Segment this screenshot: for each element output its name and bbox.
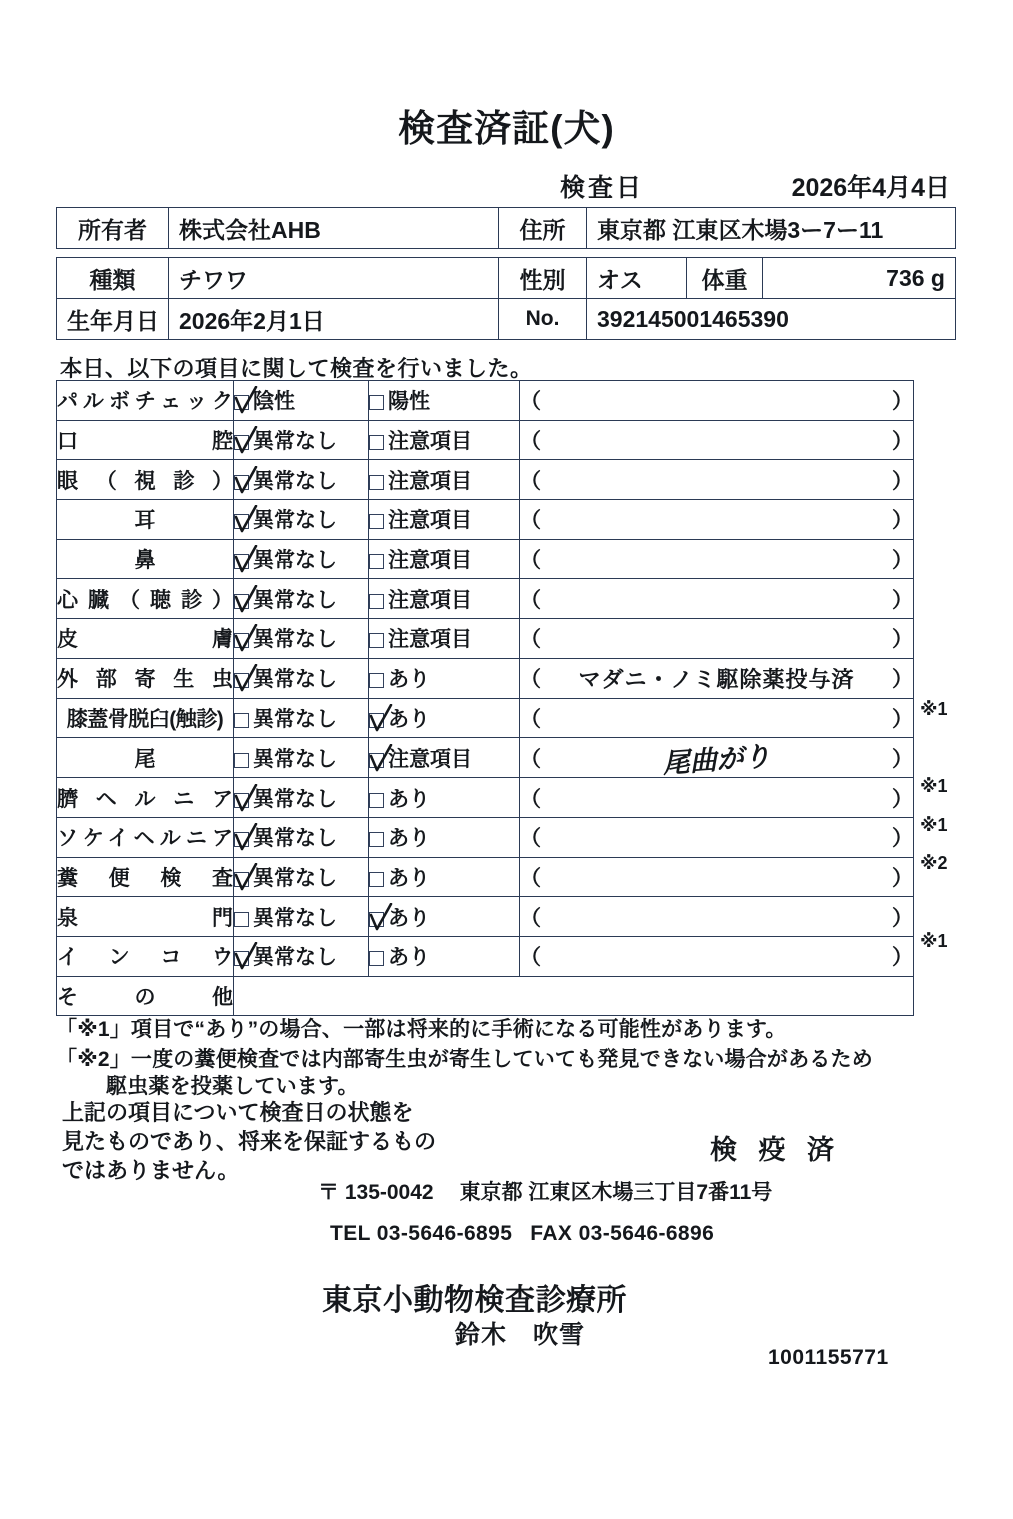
table-row	[57, 460, 914, 500]
paren-close: ）	[892, 866, 913, 890]
exam-option-2[interactable]	[369, 619, 520, 659]
exam-item-label: 心臓（聴診）	[57, 579, 234, 619]
exam-option-label: あり	[388, 946, 430, 970]
paren-open: （	[520, 866, 541, 890]
paren-open: （	[520, 430, 541, 454]
exam-option-label: 注意項目	[388, 469, 472, 493]
exam-item-label: パルボチェック	[57, 381, 234, 421]
exam-option-2[interactable]	[369, 539, 520, 579]
exam-option-2[interactable]	[369, 738, 520, 778]
exam-option-2[interactable]	[369, 658, 520, 698]
quarantine-stamp: 検 疫 済	[710, 1135, 842, 1165]
checkbox-icon[interactable]	[369, 713, 384, 728]
birth-label: 生年月日	[57, 299, 169, 340]
paren-open: （	[520, 469, 541, 493]
exam-remark-cell[interactable]	[520, 936, 914, 976]
paren-open: （	[520, 946, 541, 970]
paren-close: ）	[892, 430, 913, 454]
exam-remark-cell[interactable]	[520, 619, 914, 659]
checkbox-icon[interactable]	[234, 713, 249, 728]
breed-label: 種類	[57, 258, 169, 299]
checkbox-icon[interactable]	[369, 673, 384, 688]
table-row	[57, 936, 914, 976]
weight-value: 736 g	[763, 258, 956, 299]
checkbox-icon[interactable]	[234, 793, 249, 808]
clinic-fax: FAX 03-5646-6896	[530, 1222, 715, 1245]
exam-option-2[interactable]	[369, 817, 520, 857]
paren-close: ）	[892, 390, 913, 414]
table-row	[57, 778, 914, 818]
exam-option-1[interactable]	[234, 420, 369, 460]
checkbox-icon[interactable]	[234, 514, 249, 529]
exam-option-2[interactable]	[369, 500, 520, 540]
exam-items-table	[56, 380, 914, 1016]
exam-option-label: あり	[388, 707, 430, 731]
checkbox-icon[interactable]	[369, 832, 384, 847]
paren-open: （	[520, 628, 541, 652]
microchip-no-value: 392145001465390	[587, 299, 956, 340]
exam-option-2[interactable]	[369, 698, 520, 738]
animal-table	[56, 257, 956, 340]
exam-option-1[interactable]	[234, 936, 369, 976]
checkbox-icon[interactable]	[369, 793, 384, 808]
birth-value: 2026年2月1日	[169, 299, 499, 340]
exam-item-label: 糞便検査	[57, 857, 234, 897]
checkbox-icon[interactable]	[234, 594, 249, 609]
breed-value: チワワ	[169, 258, 499, 299]
table-row	[57, 208, 956, 249]
exam-option-label: 異常なし	[253, 628, 337, 652]
paren-close: ）	[892, 946, 913, 970]
exam-note-marker: ※1	[920, 776, 948, 796]
footnote-2: 「※2」一度の糞便検査では内部寄生虫が寄生していても発見できない場合があるため	[56, 1048, 873, 1071]
clinic-zip: 〒 135-0042	[318, 1181, 434, 1204]
exam-remark-cell[interactable]	[520, 778, 914, 818]
checkbox-icon[interactable]	[234, 395, 249, 410]
exam-option-label: あり	[388, 906, 430, 930]
checkbox-icon[interactable]	[234, 753, 249, 768]
table-row	[57, 258, 956, 299]
exam-remark-text: 尾曲がり	[661, 741, 772, 780]
table-row	[57, 539, 914, 579]
checkbox-icon[interactable]	[234, 912, 249, 927]
table-row	[57, 738, 914, 778]
exam-option-1[interactable]	[234, 658, 369, 698]
paren-close: ）	[892, 827, 913, 851]
checkbox-icon[interactable]	[369, 435, 384, 450]
exam-option-label: 異常なし	[253, 946, 337, 970]
exam-remark-cell[interactable]	[520, 738, 914, 778]
exam-item-empty-cell	[234, 976, 914, 1016]
exam-item-label: ソケイヘルニア	[57, 817, 234, 857]
exam-option-label: 注意項目	[388, 747, 472, 771]
checkbox-icon[interactable]	[234, 435, 249, 450]
exam-option-label: あり	[388, 787, 430, 811]
paren-open: （	[520, 787, 541, 811]
lead-sentence: 本日、以下の項目に関して検査を行いました。	[60, 356, 533, 381]
footnote-1: 「※1」項目で“あり”の場合、一部は将来的に手術になる可能性があります。	[56, 1018, 787, 1041]
table-row	[57, 857, 914, 897]
paren-close: ）	[892, 906, 913, 930]
exam-option-label: 異常なし	[253, 906, 337, 930]
exam-item-label: 臍ヘルニア	[57, 778, 234, 818]
exam-item-label: 膝蓋骨脱臼(触診)	[57, 698, 234, 738]
exam-option-1[interactable]	[234, 539, 369, 579]
exam-option-2[interactable]	[369, 381, 520, 421]
address-value: 東京都 江東区木場3ー7ー11	[587, 208, 956, 249]
exam-option-label: 異常なし	[253, 469, 337, 493]
paren-open: （	[520, 668, 541, 692]
exam-option-label: 注意項目	[388, 430, 472, 454]
exam-item-label: 皮 膚	[57, 619, 234, 659]
exam-remark-cell[interactable]	[520, 460, 914, 500]
exam-option-label: あり	[388, 866, 430, 890]
microchip-no-label: No.	[499, 299, 587, 340]
exam-item-label: 耳	[57, 500, 234, 540]
paren-close: ）	[892, 707, 913, 731]
exam-option-label: 異常なし	[253, 747, 337, 771]
owner-value: 株式会社AHB	[169, 208, 499, 249]
exam-option-1[interactable]	[234, 817, 369, 857]
checkbox-icon[interactable]	[369, 912, 384, 927]
paren-open: （	[520, 509, 541, 533]
exam-item-label: 尾	[57, 738, 234, 778]
exam-option-label: 異常なし	[253, 707, 337, 731]
paren-open: （	[520, 588, 541, 612]
exam-option-label: 陰性	[253, 390, 295, 414]
table-row	[57, 420, 914, 460]
exam-option-label: 異常なし	[253, 430, 337, 454]
exam-item-label: 鼻	[57, 539, 234, 579]
clinic-tel: TEL 03-5646-6895	[330, 1222, 513, 1245]
exam-item-label: そ の 他	[57, 976, 234, 1016]
exam-date-row	[560, 170, 950, 202]
exam-item-label: 口 腔	[57, 420, 234, 460]
exam-option-1[interactable]	[234, 897, 369, 937]
exam-option-1[interactable]	[234, 381, 369, 421]
exam-option-2[interactable]	[369, 936, 520, 976]
exam-option-label: あり	[388, 827, 430, 851]
exam-option-1[interactable]	[234, 460, 369, 500]
paren-close: ）	[892, 787, 913, 811]
exam-note-marker: ※2	[920, 853, 948, 874]
table-row	[57, 698, 914, 738]
exam-option-label: あり	[388, 668, 430, 692]
exam-option-2[interactable]	[369, 460, 520, 500]
paren-close: ）	[892, 588, 913, 612]
exam-option-2[interactable]	[369, 579, 520, 619]
exam-option-label: 注意項目	[388, 628, 472, 652]
sex-value: オス	[587, 258, 687, 299]
disclaimer-line: ではありません。	[62, 1158, 240, 1184]
table-row	[57, 500, 914, 540]
table-row	[57, 299, 956, 340]
exam-option-label: 異常なし	[253, 549, 337, 573]
checkbox-icon[interactable]	[234, 673, 249, 688]
checkbox-icon[interactable]	[234, 475, 249, 490]
exam-option-label: 注意項目	[388, 509, 472, 533]
exam-option-label: 異常なし	[253, 668, 337, 692]
checkbox-icon[interactable]	[234, 633, 249, 648]
disclaimer-line: 上記の項目について検査日の状態を	[62, 1100, 414, 1125]
exam-remark-cell[interactable]	[520, 579, 914, 619]
exam-note-marker: ※1	[920, 814, 948, 835]
exam-item-label: 泉 門	[57, 897, 234, 937]
exam-option-1[interactable]	[234, 698, 369, 738]
table-row	[57, 817, 914, 857]
table-row	[57, 381, 914, 421]
paren-close: ）	[892, 469, 913, 493]
exam-note-marker: ※1	[920, 698, 948, 719]
disclaimer-text	[62, 1098, 436, 1185]
exam-remark-cell[interactable]	[520, 897, 914, 937]
exam-remark-cell[interactable]	[520, 420, 914, 460]
checkbox-icon[interactable]	[369, 554, 384, 569]
exam-item-label: 眼（視診）	[57, 460, 234, 500]
owner-table	[56, 207, 956, 249]
exam-option-label: 注意項目	[388, 549, 472, 573]
table-row	[57, 976, 914, 1016]
checkbox-icon[interactable]	[234, 872, 249, 887]
exam-option-1[interactable]	[234, 500, 369, 540]
checkbox-icon[interactable]	[234, 951, 249, 966]
clinic-address-line	[318, 1176, 772, 1206]
sex-label: 性別	[499, 258, 587, 299]
owner-label: 所有者	[57, 208, 169, 249]
checkbox-icon[interactable]	[234, 554, 249, 569]
exam-remark-cell[interactable]	[520, 658, 914, 698]
exam-note-marker: ※1	[920, 930, 948, 951]
exam-option-2[interactable]	[369, 420, 520, 460]
exam-option-2[interactable]	[369, 778, 520, 818]
paren-open: （	[520, 747, 541, 771]
paren-close: ）	[892, 747, 913, 771]
paren-close: ）	[892, 668, 913, 692]
checkbox-icon[interactable]	[369, 872, 384, 887]
checkbox-icon[interactable]	[369, 633, 384, 648]
exam-remark-cell[interactable]	[520, 539, 914, 579]
exam-remark-cell[interactable]	[520, 381, 914, 421]
disclaimer-line: 見たものであり、将来を保証するもの	[62, 1129, 437, 1155]
exam-date-label: 検査日	[560, 174, 645, 202]
paren-open: （	[520, 707, 541, 731]
exam-remark-cell[interactable]	[520, 857, 914, 897]
paren-open: （	[520, 827, 541, 851]
exam-remark-cell[interactable]	[520, 500, 914, 540]
checkbox-icon[interactable]	[369, 594, 384, 609]
clinic-address: 東京都 江東区木場三丁目7番11号	[459, 1181, 773, 1204]
table-row	[57, 658, 914, 698]
weight-label: 体重	[687, 258, 763, 299]
exam-option-label: 陽性	[388, 390, 430, 414]
document-number: 1001155771	[768, 1346, 889, 1369]
checkbox-icon[interactable]	[234, 832, 249, 847]
exam-option-1[interactable]	[234, 738, 369, 778]
exam-option-1[interactable]	[234, 857, 369, 897]
table-row	[57, 897, 914, 937]
clinic-contact-line	[330, 1222, 714, 1246]
footnote-2-cont: 駆虫薬を投薬しています。	[106, 1075, 359, 1098]
checkbox-icon[interactable]	[369, 395, 384, 410]
paren-close: ）	[892, 549, 913, 573]
exam-option-label: 異常なし	[253, 866, 337, 890]
exam-remark-cell[interactable]	[520, 817, 914, 857]
exam-option-label: 異常なし	[253, 787, 337, 811]
exam-item-label: 外部寄生虫	[57, 658, 234, 698]
exam-date-value: 2026年4月4日	[791, 174, 950, 202]
checkbox-icon[interactable]	[369, 475, 384, 490]
checkbox-icon[interactable]	[369, 514, 384, 529]
paren-open: （	[520, 906, 541, 930]
address-label: 住所	[499, 208, 587, 249]
veterinarian-name: 鈴木 吹雪	[455, 1321, 586, 1349]
exam-option-label: 異常なし	[253, 588, 337, 612]
exam-option-label: 異常なし	[253, 509, 337, 533]
exam-remark-text: マダニ・ノミ駆除薬投与済	[578, 666, 855, 692]
table-row	[57, 579, 914, 619]
exam-option-1[interactable]	[234, 778, 369, 818]
exam-option-1[interactable]	[234, 619, 369, 659]
clinic-name: 東京小動物検査診療所	[322, 1284, 627, 1317]
exam-option-2[interactable]	[369, 857, 520, 897]
paren-open: （	[520, 549, 541, 573]
exam-item-label: インコウ	[57, 936, 234, 976]
exam-option-label: 異常なし	[253, 827, 337, 851]
paren-open: （	[520, 390, 541, 414]
exam-option-label: 注意項目	[388, 588, 472, 612]
checkbox-icon[interactable]	[369, 753, 384, 768]
exam-option-1[interactable]	[234, 579, 369, 619]
paren-close: ）	[892, 509, 913, 533]
paren-close: ）	[892, 628, 913, 652]
table-row	[57, 619, 914, 659]
page-title: 検査済証(犬)	[398, 108, 615, 149]
checkbox-icon[interactable]	[369, 951, 384, 966]
exam-option-2[interactable]	[369, 897, 520, 937]
